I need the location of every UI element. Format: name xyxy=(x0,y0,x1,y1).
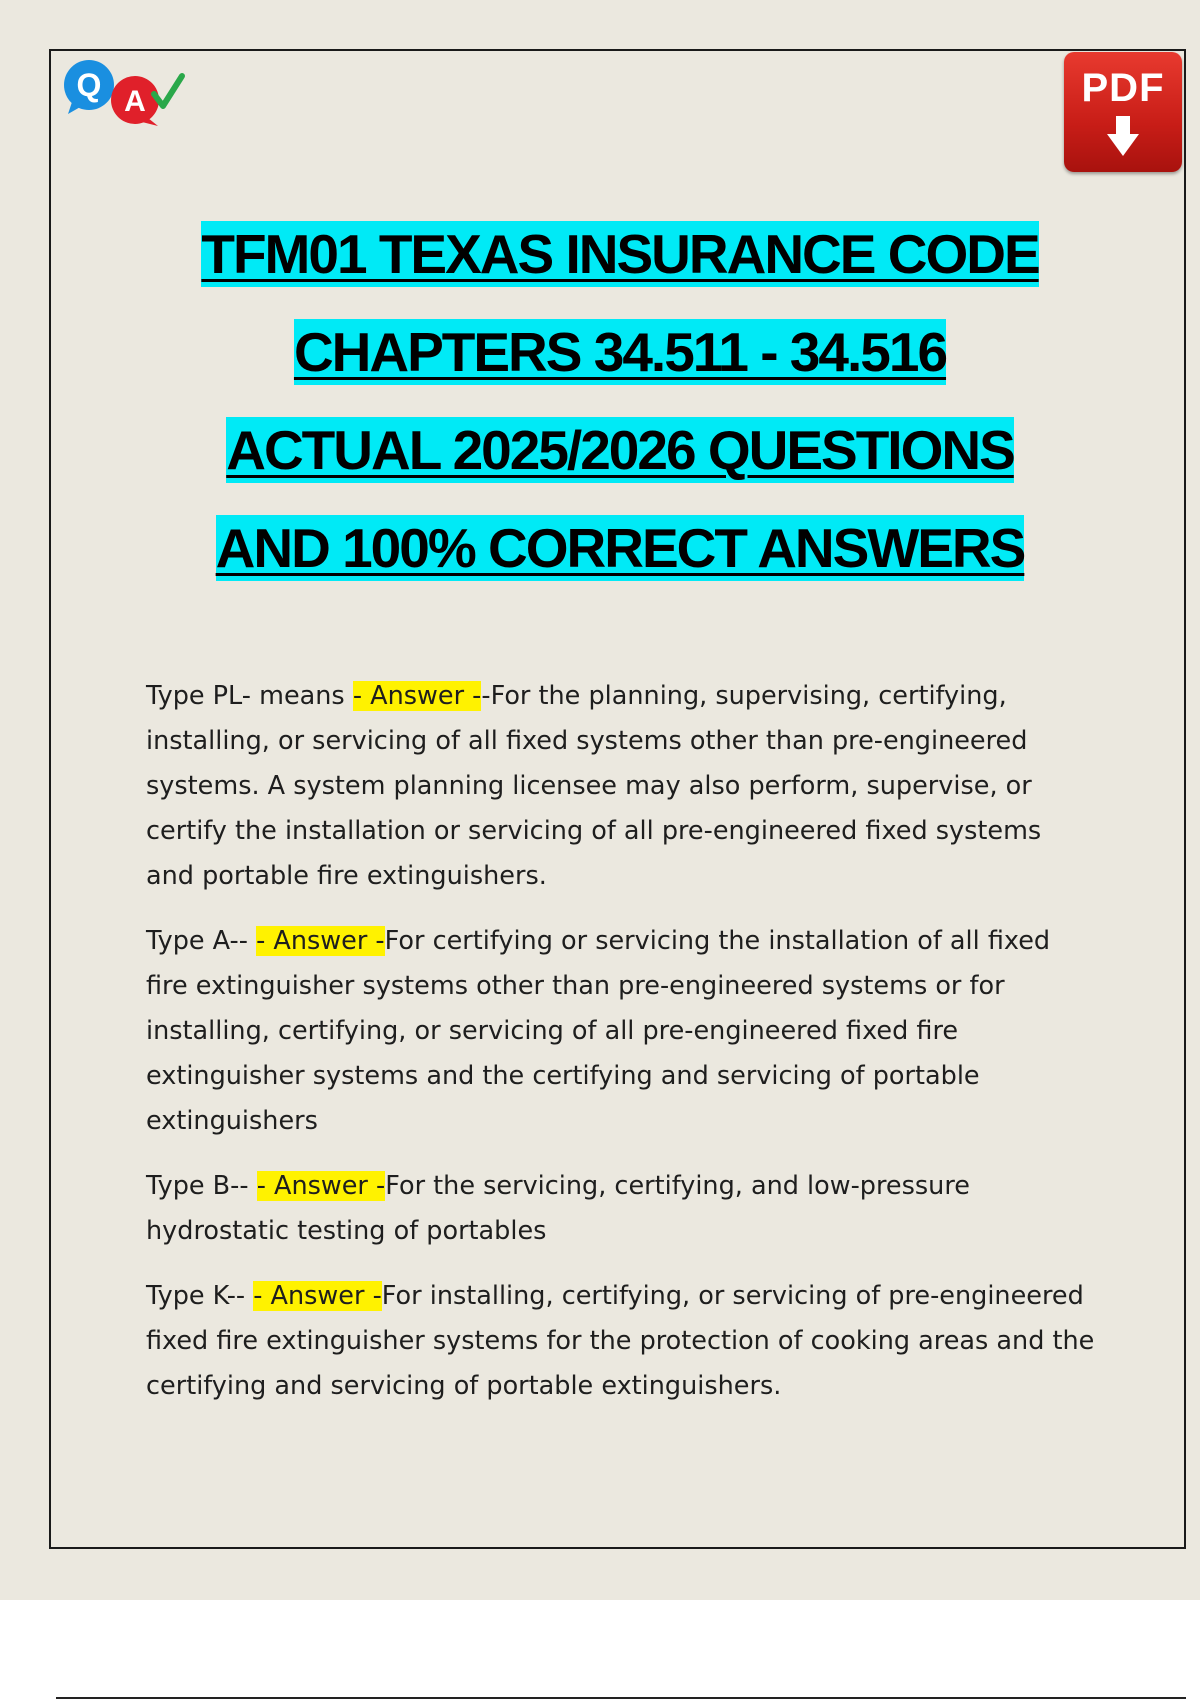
title-line: CHAPTERS 34.511 - 34.516 xyxy=(293,321,947,383)
answer-marker: - Answer - xyxy=(256,926,385,956)
qa-list xyxy=(146,674,1096,1429)
pdf-label: PDF xyxy=(1081,66,1165,110)
logo-a-letter: A xyxy=(124,85,146,118)
qa-item xyxy=(146,1164,1096,1254)
download-arrow-icon xyxy=(1107,116,1139,158)
title-line: AND 100% CORRECT ANSWERS xyxy=(215,517,1025,579)
qa-item xyxy=(146,674,1096,899)
answer-text: For installing, certifying, or servicing of pre-engineered fixed fire extinguisher systems for the protection of cooking areas and the certifying and servicing of portable extinguishers. xyxy=(146,1281,1095,1401)
answer-text: -For the planning, supervising, certifying, installing, or servicing of all fixed systems other than pre-engineered systems. A system planning licensee may also perform, supervise, or certify the installation or servicing of all pre-engineered fixed systems and portable fire extinguishers. xyxy=(146,681,1042,891)
question-text: Type A-- xyxy=(146,926,257,956)
footer-divider xyxy=(56,1697,1186,1699)
qa-item xyxy=(146,919,1096,1144)
answer-marker: - Answer - xyxy=(256,1171,386,1201)
pdf-download-button[interactable] xyxy=(1064,52,1182,172)
question-text: Type K-- xyxy=(146,1281,254,1311)
document-title xyxy=(60,205,1180,597)
check-icon xyxy=(154,76,182,106)
title-line: ACTUAL 2025/2026 QUESTIONS xyxy=(226,419,1014,481)
logo-q-letter: Q xyxy=(76,67,102,103)
qa-item xyxy=(146,1274,1096,1409)
answer-marker: - Answer - xyxy=(352,681,482,711)
answer-text: For certifying or servicing the installation of all fixed fire extinguisher systems other than pre-engineered systems or for installing, certifying, or servicing of all pre-engineered fixed fire extinguisher systems and the certifying and servicing of portable extinguishers xyxy=(146,926,1051,1136)
question-text: Type PL- means xyxy=(146,681,353,711)
question-text: Type B-- xyxy=(146,1171,257,1201)
answer-text: For the servicing, certifying, and low-pressure hydrostatic testing of portables xyxy=(146,1171,970,1246)
title-line: TFM01 TEXAS INSURANCE CODE xyxy=(201,223,1039,285)
qa-logo-icon xyxy=(62,58,192,128)
answer-marker: - Answer - xyxy=(253,1281,382,1311)
